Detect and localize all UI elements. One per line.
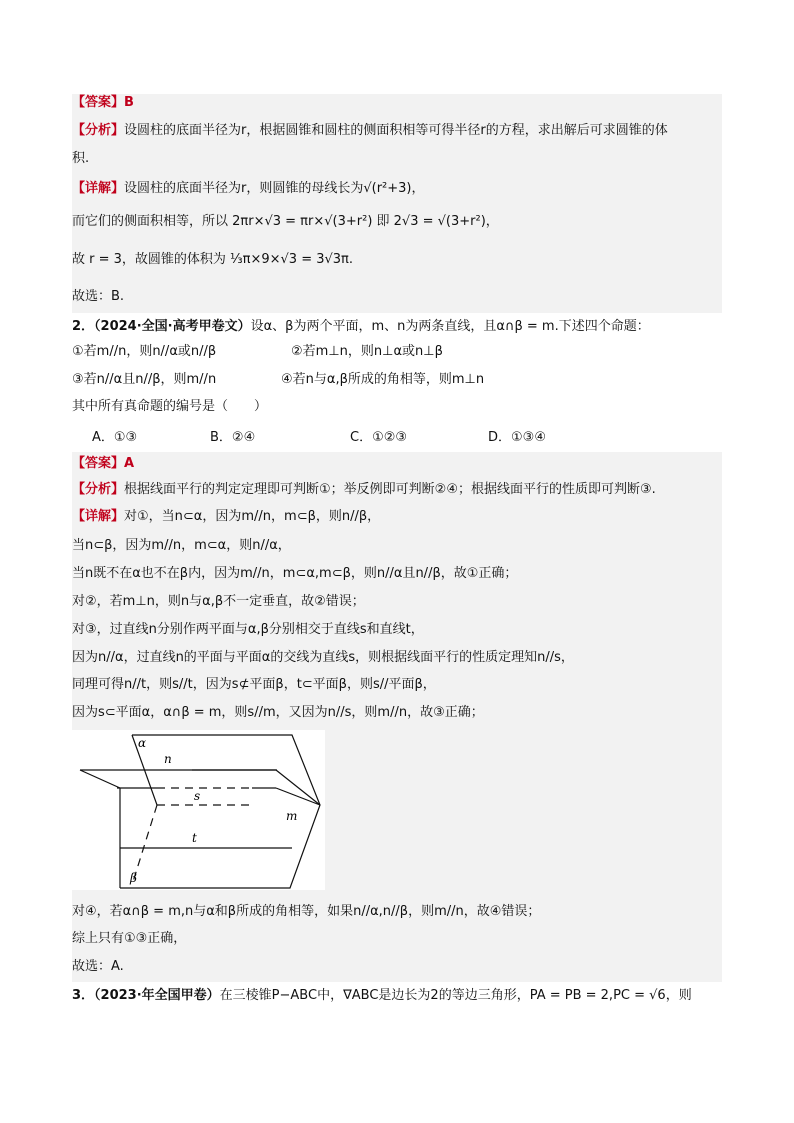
q2-detail-line3: 当n既不在α也不在β内，因为m//n，m⊂α,m⊂β，则n//α且n//β，故①正确；	[72, 566, 518, 581]
answer-tag: 【答案】	[72, 456, 125, 471]
q1-answer	[72, 94, 134, 112]
q2-prop2: ②若m⊥n，则n⊥α或n⊥β	[291, 344, 443, 359]
label-t: t	[192, 831, 197, 845]
question-number: 3．	[72, 988, 95, 1003]
q2-detail-line5: 对③，过直线n分别作两平面与α,β分别相交于直线s和直线t，	[72, 622, 424, 637]
analysis-text: 设圆柱的底面半径为r，根据圆锥和圆柱的侧面积相等可得半径r的方程，求出解后可求圆锥的体	[124, 123, 668, 138]
q2-stem	[72, 318, 650, 336]
detail-text: 对①，当n⊂α，因为m//n，m⊂β，则n//β，	[124, 509, 381, 524]
option-d: D．①③④	[488, 430, 546, 445]
q3-stem	[72, 987, 692, 1005]
detail-tag: 【详解】	[72, 181, 125, 196]
q1-analysis-line2: 积.	[72, 151, 90, 166]
detail-text: 设圆柱的底面半径为r，则圆锥的母线长为√(r²+3)，	[124, 181, 425, 196]
q2-prop3: ③若n//α且n//β，则m//n	[72, 372, 217, 387]
option-c: C．①②③	[350, 430, 408, 445]
analysis-tag: 【分析】	[72, 482, 125, 497]
q1-choice: 故选：B.	[72, 289, 125, 304]
q1-detail-line2: 而它们的侧面积相等，所以 2πr×√3 = πr×√(3+r²) 即 2√3 = √(3+r²)，	[72, 214, 499, 229]
q2-answer	[72, 455, 134, 473]
label-beta: β	[130, 871, 137, 885]
q2-after-line1: 对④，若α∩β = m,n与α和β所成的角相等，如果n//α,n//β，则m//n，故④错误；	[72, 904, 541, 919]
question-source: （2024·全国·高考甲卷文）	[94, 319, 251, 334]
option-b: B．②④	[210, 430, 256, 445]
option-a: A．①③	[92, 430, 138, 445]
analysis-tag: 【分析】	[72, 123, 125, 138]
q2-analysis	[72, 481, 656, 499]
label-s: s	[194, 789, 201, 803]
intersecting-planes-figure	[72, 730, 325, 890]
answer-value: B	[124, 95, 134, 110]
q2-detail-line2: 当n⊂β，因为m//n，m⊂α，则n//α，	[72, 538, 291, 553]
q1-detail-line1	[72, 180, 425, 198]
label-alpha: α	[138, 736, 147, 750]
q2-question: 其中所有真命题的编号是（ ）	[72, 399, 268, 414]
question-stem: 在三棱锥P−ABC中，∇ABC是边长为2的等边三角形，PA = PB = 2,PC = √6，则	[219, 988, 692, 1003]
q2-prop4: ④若n与α,β所成的角相等，则m⊥n	[281, 372, 485, 387]
q1-analysis-line1	[72, 122, 668, 140]
q2-prop1: ①若m//n，则n//α或n//β	[72, 344, 217, 359]
q2-detail-line4: 对②，若m⊥n，则n与α,β不一定垂直，故②错误；	[72, 594, 365, 609]
answer-tag: 【答案】	[72, 95, 125, 110]
detail-tag: 【详解】	[72, 509, 125, 524]
answer-value: A	[124, 456, 135, 471]
q2-detail-line8: 因为s⊂平面α，α∩β = m，则s//m，又因为n//s，则m//n，故③正确；	[72, 705, 484, 720]
label-n: n	[164, 752, 172, 766]
question-stem: 设α、β为两个平面，m、n为两条直线，且α∩β = m.下述四个命题：	[250, 319, 650, 334]
question-number: 2．	[72, 319, 95, 334]
label-m: m	[286, 809, 298, 823]
analysis-text: 根据线面平行的判定定理即可判断①；举反例即可判断②④；根据线面平行的性质即可判断③.	[124, 482, 656, 497]
q2-choice: 故选：A.	[72, 959, 124, 974]
q2-detail-line7: 同理可得n//t，则s//t，因为s⊄平面β，t⊂平面β，则s//平面β，	[72, 677, 436, 692]
question-source: （2023·年全国甲卷）	[94, 988, 220, 1003]
q2-detail-line6: 因为n//α，过直线n的平面与平面α的交线为直线s，则根据线面平行的性质定理知n//s，	[72, 650, 574, 665]
q1-detail-line3: 故 r = 3，故圆锥的体积为 ⅓π×9×√3 = 3√3π.	[72, 252, 354, 267]
q2-detail-line1	[72, 508, 380, 526]
q2-after-line2: 综上只有①③正确，	[72, 931, 187, 946]
